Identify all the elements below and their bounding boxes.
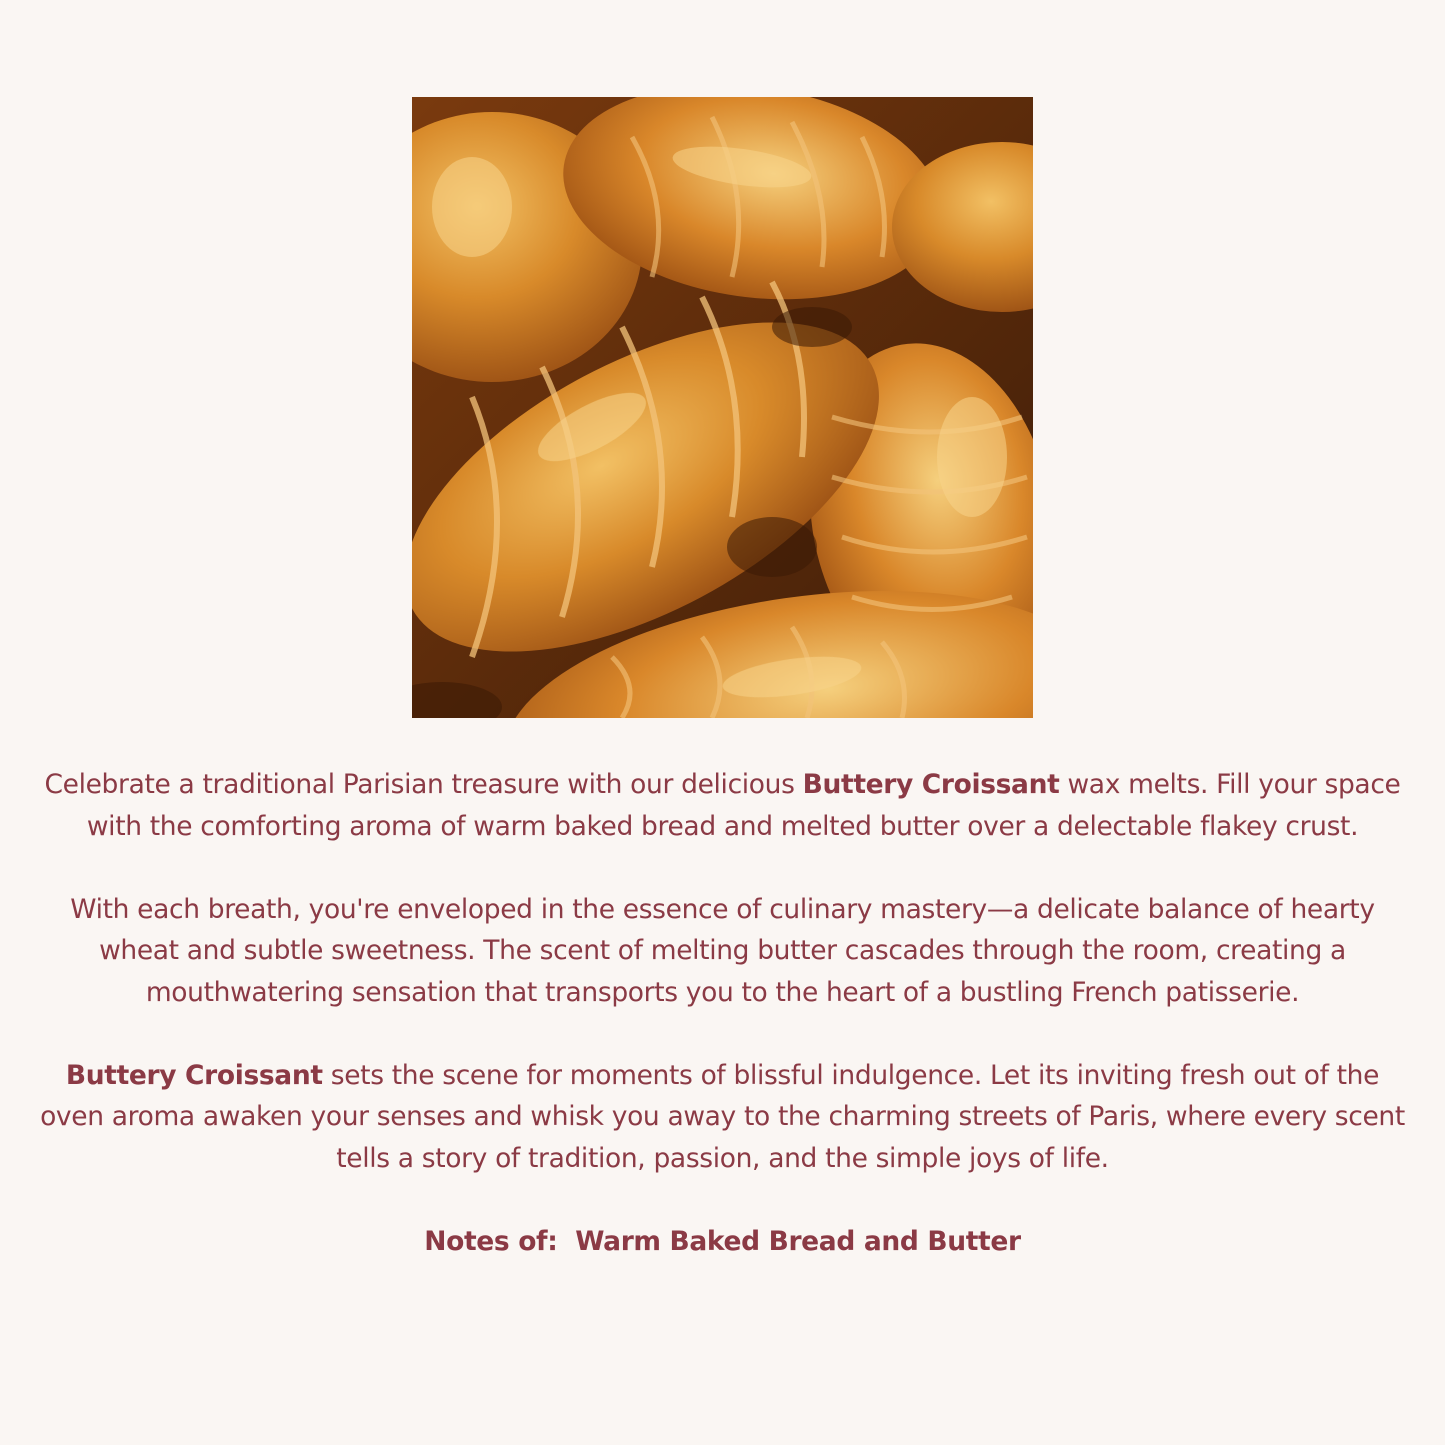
product-name-bold: Buttery Croissant bbox=[802, 769, 1060, 800]
description-paragraph-3 bbox=[40, 1055, 1405, 1180]
p2-text: With each breath, you're enveloped in the essence of culinary mastery—a delicate balance of hearty wheat and subtle sweetness. The scent of melting butter cascades through the room, creating a mouthwatering sensation that transports you to the heart of a bustling French patisserie. bbox=[70, 893, 1375, 1008]
scent-notes: Notes of: Warm Baked Bread and Butter bbox=[424, 1225, 1021, 1257]
p1-rest-text: wax melts. Fill your space with the comforting aroma of warm baked bread and melted butter over a delectable flakey crust. bbox=[86, 769, 1401, 842]
product-name-bold: Buttery Croissant bbox=[65, 1059, 323, 1091]
description-paragraph-1 bbox=[40, 764, 1405, 847]
p1-intro-text: Celebrate a traditional Parisian treasure with our delicious bbox=[44, 769, 803, 800]
croissants-photo bbox=[412, 97, 1033, 718]
croissants-photo-icon bbox=[412, 97, 1033, 718]
product-description bbox=[40, 764, 1405, 1304]
description-paragraph-2 bbox=[40, 889, 1405, 1014]
p3-rest-text: sets the scene for moments of blissful indulgence. Let its inviting fresh out of the oven aroma awaken your senses and whisk you away to the charming streets of Paris, where every scent tells a story of tradition, passion, and the simple joys of life. bbox=[40, 1059, 1405, 1174]
